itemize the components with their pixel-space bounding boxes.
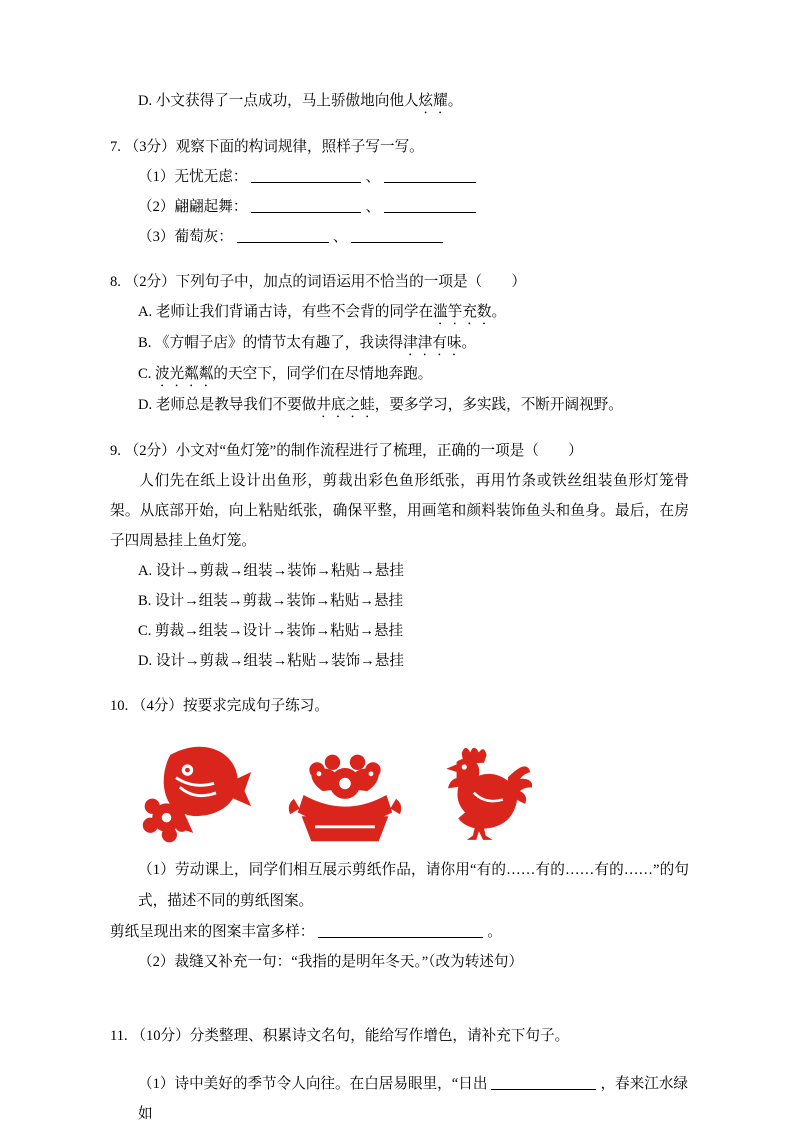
option-text: 。 <box>491 304 507 320</box>
item-label: （3）葡萄灰： <box>138 229 233 245</box>
question-8 <box>110 267 689 421</box>
question-7-item-2 <box>138 192 689 222</box>
question-9-option-c: C. 剪裁→组装→设计→装饰→粘贴→悬挂 <box>138 623 404 639</box>
question-7-item-1 <box>138 162 689 192</box>
question-10-part-1: （1）劳动课上，同学们相互展示剪纸作品，请你用“有的……有的……有的……”的句式，描述不同的剪纸图案。 <box>138 862 689 909</box>
question-9-passage: 人们先在纸上设计出鱼形，剪裁出彩色鱼形纸张，再用竹条或铁丝组装鱼形灯笼骨架。从底部开始，向上粘贴纸张，确保平整，用画笔和颜料装饰鱼头和鱼身。最后，在房子四周悬挂上鱼灯笼。 <box>110 473 689 549</box>
option-text: A. 老师让我们背诵古诗，有些不会背的同学在 <box>138 304 434 320</box>
emphasized-word: 炫耀 <box>418 93 448 109</box>
question-10 <box>110 691 689 977</box>
option-text: D. 小文获得了一点成功，马上骄傲地向他人 <box>138 93 419 109</box>
answer-blank <box>384 169 476 183</box>
separator: 、 <box>365 169 381 185</box>
answer-blank <box>318 924 483 938</box>
answer-blank <box>237 229 329 243</box>
answer-blank <box>251 199 361 213</box>
separator: 、 <box>332 229 348 245</box>
option-text: 。 <box>461 335 477 351</box>
question-8-option-c <box>138 359 689 390</box>
option-text: B. 《方帽子店》的情节太有趣了，我读得 <box>138 335 404 351</box>
question-8-option-a <box>138 297 689 328</box>
question-8-option-d <box>138 390 689 421</box>
answer-lead-text: 剪纸呈现出来的图案丰富多样： <box>110 924 315 940</box>
question-7-item-3 <box>138 222 689 252</box>
papercut-rooster-image <box>436 733 532 849</box>
option-d-previous-question <box>138 86 689 117</box>
answer-blank <box>251 169 361 183</box>
emphasized-word: 津津有味 <box>403 335 462 351</box>
sentence-post-text: ，春来江水绿如 <box>138 1076 689 1122</box>
option-text: 。 <box>447 93 463 109</box>
question-9-option-d: D. 设计→剪裁→组装→粘贴→装饰→悬挂 <box>138 653 404 669</box>
answer-blank <box>491 1076 596 1090</box>
papercut-mice-image <box>284 743 406 849</box>
option-text: C. <box>138 366 156 382</box>
question-10-title: 10. （4分）按要求完成句子练习。 <box>110 698 329 714</box>
separator: 、 <box>365 199 381 215</box>
question-10-part-2: （2）裁缝又补充一句：“我指的是明年冬天。”（改为转述句） <box>138 954 524 970</box>
papercut-fish-image <box>138 733 254 849</box>
emphasized-word: 滥竽充数 <box>433 304 492 320</box>
answer-blank <box>384 199 476 213</box>
question-9-option-a: A. 设计→剪裁→组装→装饰→粘贴→悬挂 <box>138 563 404 579</box>
answer-blank <box>351 229 443 243</box>
option-text: D. 老师总是教导我们不要做 <box>138 397 317 413</box>
question-9 <box>110 436 689 676</box>
question-7 <box>110 132 689 252</box>
answer-end-punctuation: 。 <box>487 924 502 940</box>
sentence-pre-text: （1）诗中美好的季节令人向往。在白居易眼里，“日出 <box>138 1076 488 1092</box>
question-7-title: 7. （3分）观察下面的构词规律，照样子写一写。 <box>110 139 424 155</box>
emphasized-word: 井底之蛙 <box>316 397 375 413</box>
item-label: （1）无忧无虑： <box>138 169 248 185</box>
question-11 <box>110 1021 689 1122</box>
question-10-part-1-answer-line <box>110 917 689 947</box>
question-8-title: 8. （2分）下列句子中，加点的词语运用不恰当的一项是（ ） <box>110 274 526 290</box>
question-11-title: 11. （10分）分类整理、积累诗文名句，能给写作增色，请补充下句子。 <box>110 1028 570 1044</box>
question-11-part-1 <box>138 1069 689 1122</box>
emphasized-word: 波光粼粼 <box>155 366 214 382</box>
question-9-title: 9. （2分）小文对“鱼灯笼”的制作流程进行了梳理，正确的一项是（ ） <box>110 443 583 459</box>
question-9-option-b: B. 设计→组装→剪裁→装饰→粘贴→悬挂 <box>138 593 404 609</box>
item-label: （2）翩翩起舞： <box>138 199 248 215</box>
option-text: 的天空下，同学们在尽情地奔跑。 <box>213 366 433 382</box>
option-text: ，要多学习，多实践，不断开阔视野。 <box>374 397 623 413</box>
papercut-images-row <box>138 729 689 849</box>
question-8-option-b <box>138 328 689 359</box>
